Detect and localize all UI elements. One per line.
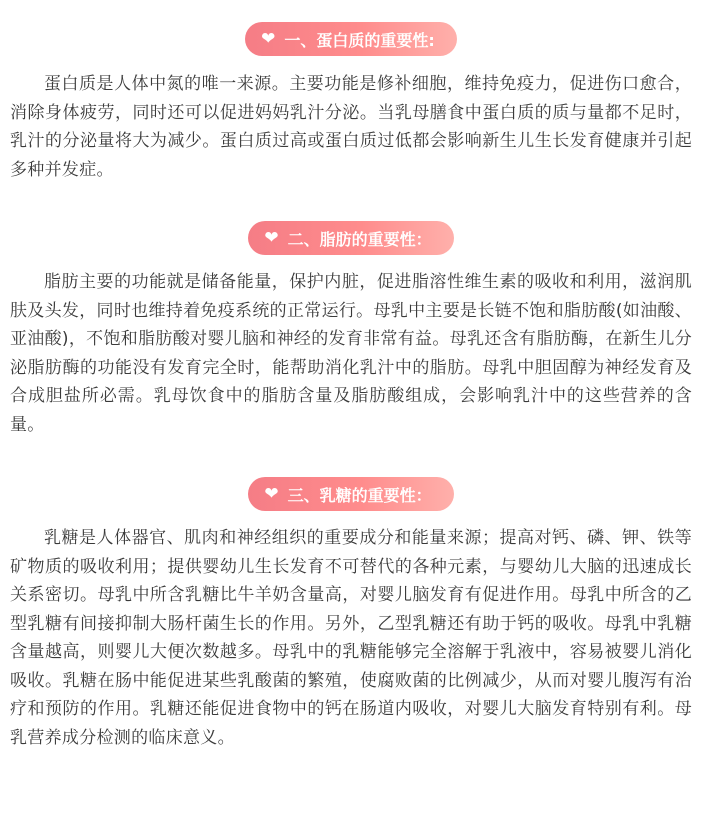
section-heading-lactose xyxy=(248,477,453,511)
section-paragraph-fat: 脂肪主要的功能就是储备能量，保护内脏，促进脂溶性维生素的吸收和利用，滋润肌肤及头发，同时也维持着免疫系统的正常运行。母乳中主要是长链不饱和脂肪酸(如油酸、亚油酸)，不饱和脂肪酸对婴儿脑和神经的发育非常有益。母乳还含有脂肪酶，在新生儿分泌脂肪酶的功能没有发育完全时，能帮助消化乳汁中的脂肪。母乳中胆固醇为神经发育及合成胆盐所必需。乳母饮食中的脂肪含量及脂肪酸组成，会影响乳汁中的这些营养的含量。 xyxy=(10,272,692,435)
section-heading-label: 三、乳糖的重要性： xyxy=(287,485,432,505)
section-heading-lactose-wrap xyxy=(0,477,702,511)
section-heading-fat-wrap xyxy=(0,221,702,255)
section-heading-protein-wrap xyxy=(0,22,702,56)
section-heading-label: 一、蛋白质的重要性: xyxy=(284,30,435,50)
section-paragraph-protein: 蛋白质是人体中氮的唯一来源。主要功能是修补细胞，维持免疫力，促进伤口愈合，消除身体疲劳，同时还可以促进妈妈乳汁分泌。当乳母膳食中蛋白质的质与量都不足时，乳汁的分泌量将大为减少。蛋白质过高或蛋白质过低都会影响新生儿生长发育健康并引起多种并发症。 xyxy=(10,74,692,180)
heart-icon: ❤ xyxy=(264,483,279,504)
section-heading-fat xyxy=(248,221,453,255)
section-paragraph-lactose: 乳糖是人体器官、肌肉和神经组织的重要成分和能量来源；提高对钙、磷、钾、铁等矿物质的吸收利用；提供婴幼儿生长发育不可替代的各种元素，与婴幼儿大脑的迅速成长关系密切。母乳中所含乳糖比牛羊奶含量高，对婴儿脑发育有促进作用。母乳中所含的乙型乳糖有间接抑制大肠杆菌生长的作用。另外，乙型乳糖还有助于钙的吸收。母乳中乳糖含量越高，则婴儿大便次数越多。母乳中的乳糖能够完全溶解于乳液中，容易被婴儿消化吸收。乳糖在肠中能促进某些乳酸菌的繁殖，使腐败菌的比例减少，从而对婴儿腹泻有治疗和预防的作用。乳糖还能促进食物中的钙在肠道内吸收，对婴儿大脑发育特别有利。母乳营养成分检测的临床意义。 xyxy=(10,528,692,748)
heart-icon: ❤ xyxy=(264,227,279,248)
heart-icon: ❤ xyxy=(261,28,276,49)
section-heading-protein xyxy=(245,22,457,56)
section-heading-label: 二、脂肪的重要性： xyxy=(287,229,432,249)
